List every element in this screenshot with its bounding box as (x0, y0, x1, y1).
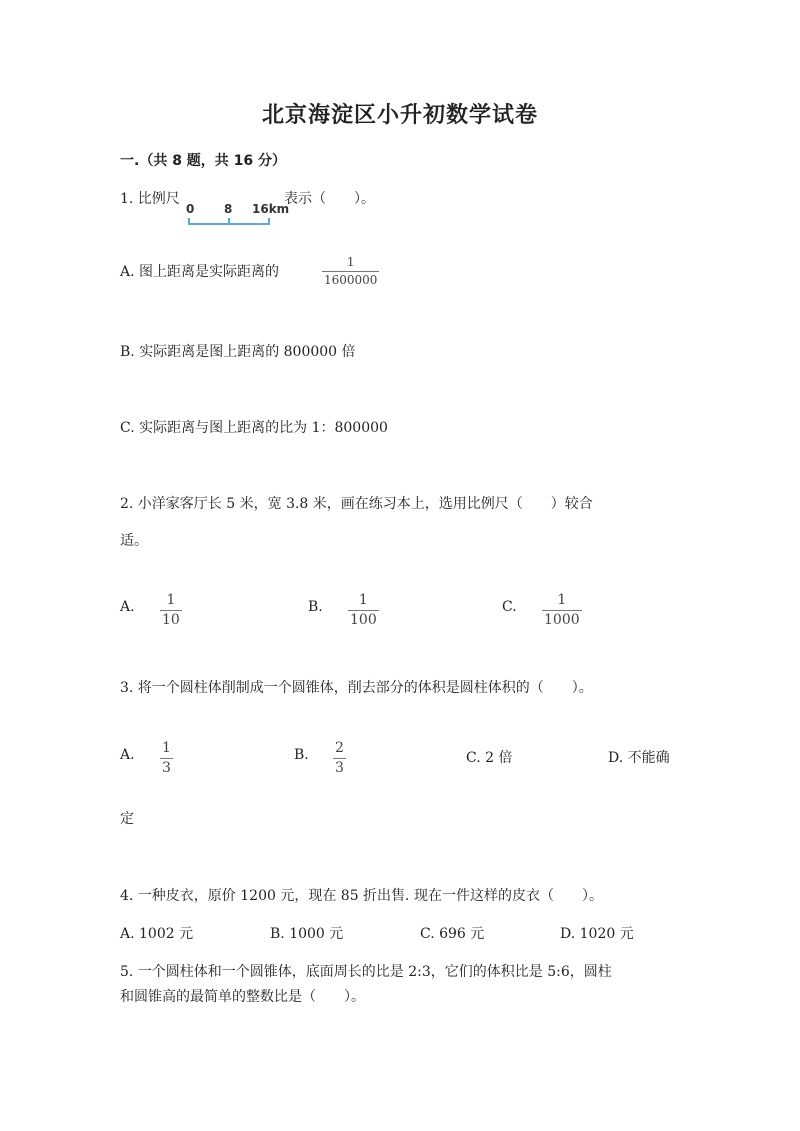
q1-option-c: C. 实际距离与图上距离的比为 1：800000 (120, 420, 388, 436)
q1-prefix: 1. 比例尺 (120, 191, 180, 207)
fraction-denominator: 1600000 (324, 273, 378, 287)
q4-option-c: C. 696 元 (420, 926, 485, 942)
q4-option-d: D. 1020 元 (560, 926, 634, 942)
q3-text: 3. 将一个圆柱体削制成一个圆锥体，削去部分的体积是圆柱体积的（ ）。 (120, 680, 593, 696)
scale-line (186, 216, 286, 228)
q1-suffix: 表示（ ）。 (284, 191, 375, 207)
q2-text-line2: 适。 (120, 533, 148, 549)
fraction-numerator: 1 (166, 592, 176, 608)
q4-text: 4. 一种皮衣，原价 1200 元，现在 85 折出售. 现在一件这样的皮衣（ ）。 (120, 888, 603, 904)
q3-option-d-part2: 定 (120, 811, 134, 827)
section-heading: 一.（共 8 题，共 16 分） (120, 153, 287, 169)
q3-option-b-fraction (333, 741, 346, 776)
fraction-denominator: 3 (335, 760, 344, 776)
q4-option-b: B. 1000 元 (270, 926, 344, 942)
fraction-numerator: 1 (346, 255, 355, 269)
fraction-numerator: 1 (162, 740, 171, 756)
q3-option-b-label: B. (294, 747, 309, 763)
q3-option-d-part1: D. 不能确 (608, 750, 670, 766)
q1-option-a-fraction (322, 256, 379, 287)
fraction-denominator: 1000 (544, 612, 580, 628)
q1-option-b: B. 实际距离是图上距离的 800000 倍 (120, 344, 356, 360)
q3-option-a-fraction (160, 741, 173, 776)
q2-option-b-label: B. (308, 599, 323, 615)
q5-text-line2: 和圆锥高的最简单的整数比是（ ）。 (120, 989, 365, 1005)
fraction-denominator: 10 (162, 612, 180, 628)
fraction-numerator: 1 (358, 592, 368, 608)
q2-option-b-fraction (348, 593, 379, 628)
q2-option-c-fraction (542, 593, 582, 628)
q2-option-a-fraction (160, 593, 182, 628)
q3-option-c: C. 2 倍 (466, 750, 513, 766)
fraction-denominator: 100 (350, 612, 377, 628)
fraction-denominator: 3 (162, 760, 171, 776)
q2-option-a-label: A. (120, 599, 135, 615)
fraction-numerator: 2 (335, 740, 344, 756)
scale-label-0: 0 (186, 202, 195, 216)
q1-option-a: A. 图上距离是实际距离的 (120, 264, 280, 280)
q2-text-line1: 2. 小洋家客厅长 5 米，宽 3.8 米，画在练习本上，选用比例尺（ ）较合 (120, 496, 593, 512)
q4-option-a: A. 1002 元 (120, 926, 194, 942)
q5-text-line1: 5. 一个圆柱体和一个圆锥体，底面周长的比是 2:3，它们的体积比是 5:6，圆柱 (120, 964, 612, 980)
q3-option-a-label: A. (120, 747, 135, 763)
fraction-numerator: 1 (557, 592, 567, 608)
scale-label-8: 8 (224, 202, 233, 216)
page-title: 北京海淀区小升初数学试卷 (261, 103, 538, 128)
scale-label-16km: 16km (252, 202, 290, 216)
scale-bar (186, 200, 290, 230)
q2-option-c-label: C. (502, 599, 517, 615)
